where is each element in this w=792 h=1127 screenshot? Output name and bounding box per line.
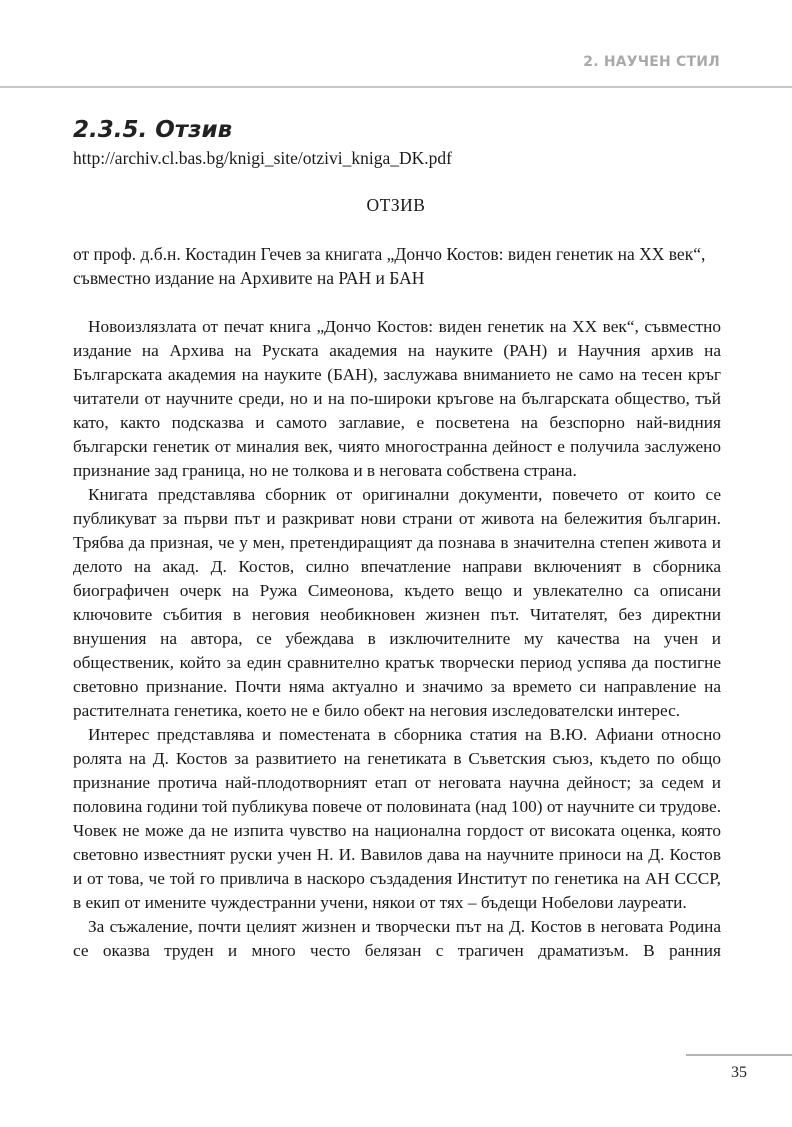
running-head: 2. НАУЧЕН СТИЛ	[583, 54, 720, 70]
page-number: 35	[731, 1064, 747, 1081]
body-text	[73, 315, 721, 963]
paragraph: Новоизлязлата от печат книга „Дончо Костов: виден генетик на XX век“, съвместно издание на Архива на Руската академия на науките (РАН) и Научния архив на Българската академия на науките (БАН), заслужава вниманието не само на тесен кръг читатели от научните среди, но и на по-широки кръгове на българската общество, тъй като, както подсказва и самото заглавие, е посветена на безспорно най-видния български генетик от миналия век, чиято многостранна дейност е получила заслужено признание зад граница, но не толкова и в неговата собствена страна.	[73, 317, 721, 480]
document-subtitle: от проф. д.б.н. Костадин Гечев за книгата „Дончо Костов: виден генетик на XX век“, съвместно издание на Архивите на РАН и БАН	[73, 244, 706, 288]
footer-rule	[686, 1054, 792, 1056]
header-rule	[0, 86, 792, 88]
source-url[interactable]: http://archiv.cl.bas.bg/knigi_site/otzivi_kniga_DK.pdf	[73, 148, 452, 168]
paragraph: Книгата представлява сборник от оригинални документи, повечето от които се публикуват за първи път и разкриват нови страни от живота на бележития българин. Трябва да призная, че у мен, претендиращият да познава в значителна степен живота и делото на акад. Д. Костов, силно впечатление направи включеният в сборника биографичен очерк на Ружа Симеонова, където вещо и увлекателно са описани ключовите събития в неговия необикновен жизнен път. Читателят, без директни внушения на автора, се убеждава в изключителните му качества на учен и общественик, който за един сравнително кратък творчески период успява да постигне световно признание. Почти няма актуално и значимо за времето си направление на растителната генетика, което не е било обект на неговия изследователски интерес.	[73, 485, 721, 720]
paragraph: Интерес представлява и поместената в сборника статия на В.Ю. Афиани относно ролята на Д. Костов за развитието на генетиката в Съветския съюз, където по общо признание протича най-плодотворният етап от неговата научна дейност; за седем и половина години той публикува повече от половината (над 100) от научните си трудове. Човек не може да не изпита чувство на национална гордост от високата оценка, която световно известният руски учен Н. И. Вавилов дава на научните приноси на Д. Костов и от това, че той го привлича в наскоро създадения Институт по генетика на АН СССР, в екип от имените чуждестранни учени, някои от тях – бъдещи Нобелови лауреати.	[73, 725, 722, 912]
section-title: 2.3.5. Отзив	[73, 117, 233, 143]
document-heading: ОТЗИВ	[366, 195, 426, 215]
paragraph: За съжаление, почти целият жизнен и творчески път на Д. Костов в неговата Родина се оказва труден и много често белязан с трагичен драматизъм. В ранния	[73, 917, 721, 960]
